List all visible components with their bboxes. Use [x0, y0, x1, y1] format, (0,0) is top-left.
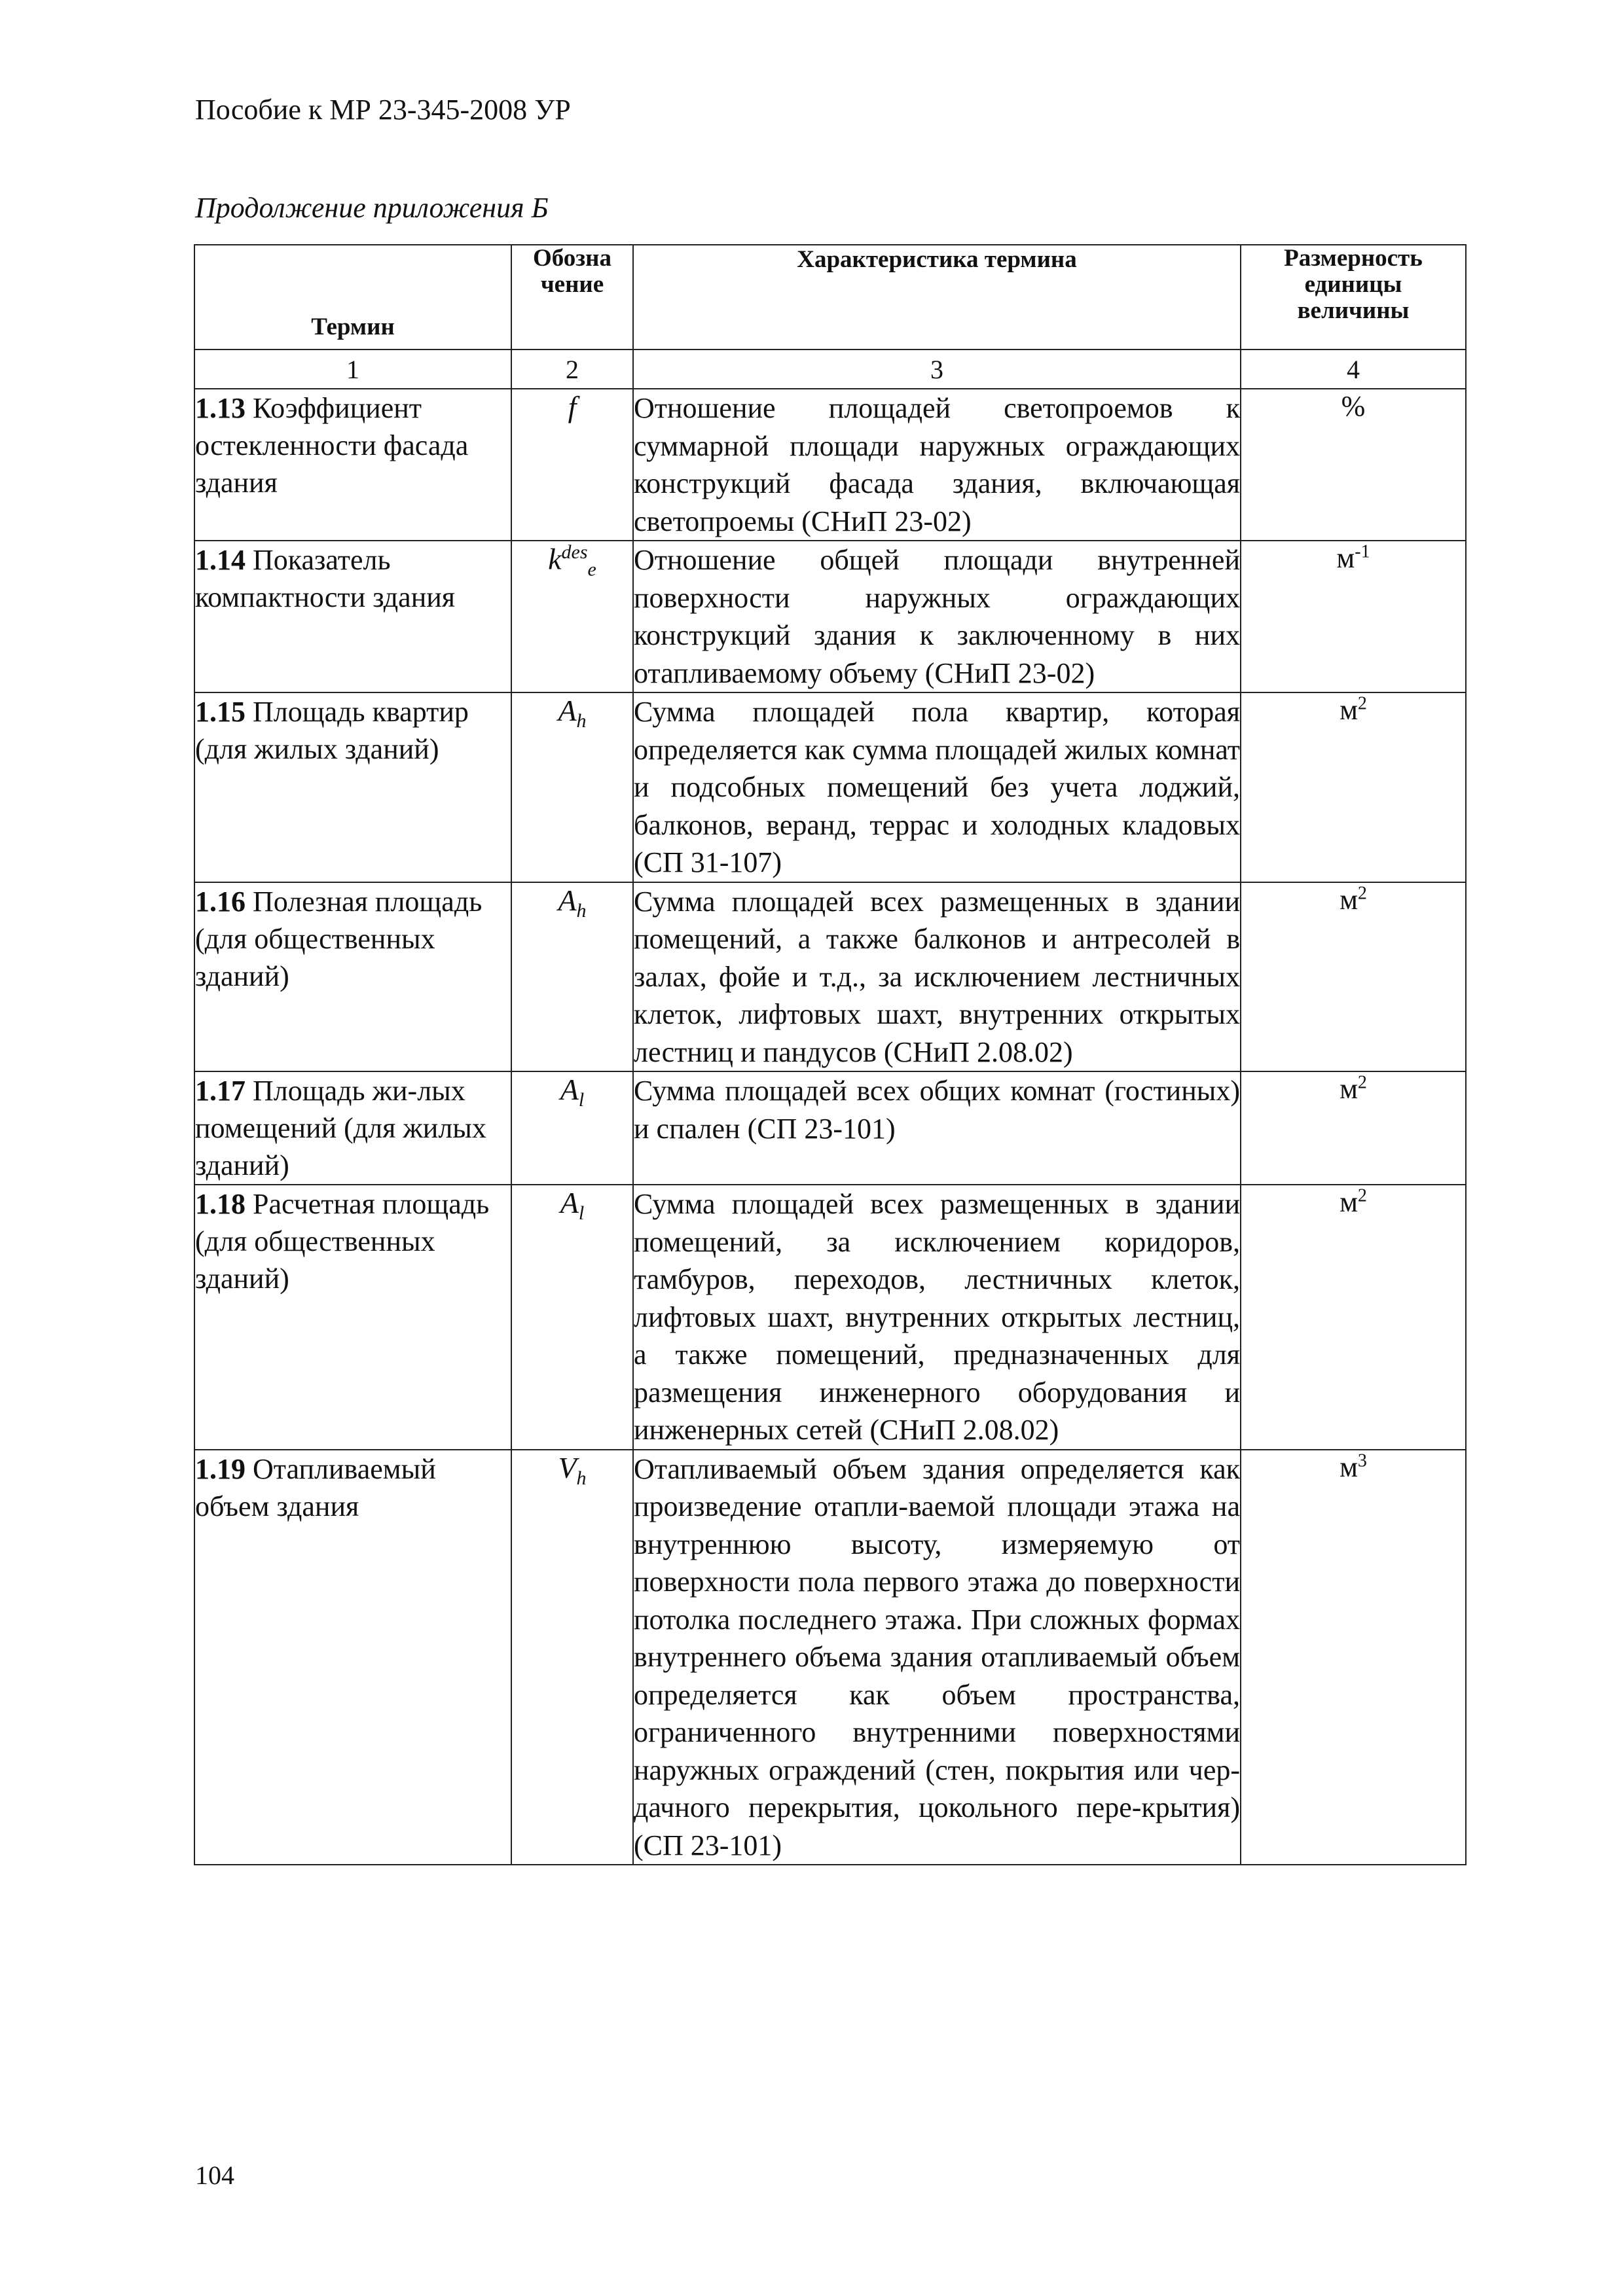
symbol-subscript: l — [578, 1089, 585, 1111]
unit-base: м — [1340, 1450, 1358, 1483]
term-name: Коэффициент остекленности фасада здания — [195, 392, 469, 499]
term-number: 1.15 — [195, 696, 246, 728]
table-row — [194, 692, 1466, 882]
description-cell: Сумма площадей всех общих комнат (гостиных) и спален (СП 23-101) — [633, 1071, 1241, 1185]
table-row — [194, 1450, 1466, 1865]
term-name: Площадь жи-лых помещений (для жилых зданий) — [195, 1075, 486, 1181]
table-row — [194, 541, 1466, 692]
unit-superscript: 2 — [1357, 693, 1367, 714]
term-number: 1.19 — [195, 1452, 246, 1485]
term-number: 1.13 — [195, 392, 246, 424]
symbol-subscript: l — [578, 1202, 585, 1225]
table-row — [194, 1071, 1466, 1185]
column-number: 2 — [511, 350, 633, 389]
term-cell — [194, 692, 511, 882]
symbol-cell — [511, 692, 633, 882]
description-cell: Отношение общей площади внутренней поверхности наружных ограждающих конструкций здания к заключенному в них отапливаемому объему (СНиП 23-02) — [633, 541, 1241, 692]
description-cell: Сумма площадей пола квартир, которая определяется как сумма площадей жилых комнат и подсобных помещений без учета лоджий, балконов, веранд, террас и холодных кладовых (СП 31-107) — [633, 692, 1241, 882]
appendix-continuation-title: Продолжение приложения Б — [195, 192, 549, 224]
header-term: Термин — [194, 245, 511, 350]
unit-cell — [1241, 1185, 1466, 1450]
header-symbol — [511, 245, 633, 350]
term-name: Показатель компактности здания — [195, 544, 456, 613]
header-symbol-line1: Обозна — [533, 245, 611, 272]
symbol-subscript: e — [587, 558, 596, 581]
term-cell — [194, 1450, 511, 1865]
term-cell — [194, 1185, 511, 1450]
symbol-cell — [511, 882, 633, 1072]
unit-cell — [1241, 1071, 1466, 1185]
term-name: Отапливаемый объем здания — [195, 1452, 436, 1522]
unit-base: м — [1340, 1073, 1358, 1105]
table-row — [194, 389, 1466, 541]
description-cell: Отапливаемый объем здания определяется как произведение отапли-ваемой площади этажа на внутреннюю высоту, измеряемую от поверхности пола первого этажа до поверхности потолка последнего этажа. При сложных формах внутреннего объема здания отапливаемый объем определяется как объем пространства, ограниченного внутренними поверхностями наружных ограждений (стен, покрытия или чер-дачного перекрытия, цокольного пере-крытия) (СП 23-101) — [633, 1450, 1241, 1865]
symbol-cell — [511, 1450, 633, 1865]
symbol-base: f — [568, 390, 577, 423]
symbol-cell — [511, 1185, 633, 1450]
symbol-superscript: des — [561, 541, 588, 563]
running-head: Пособие к МР 23-345-2008 УР — [195, 94, 571, 126]
term-name: Полезная площадь (для общественных зданий) — [195, 885, 483, 992]
symbol-base: V — [558, 1450, 577, 1484]
page-number: 104 — [195, 2161, 234, 2190]
column-number: 1 — [194, 350, 511, 389]
table-row — [194, 1185, 1466, 1450]
term-number: 1.14 — [195, 544, 246, 576]
header-symbol-line2: чение — [540, 271, 604, 298]
table-row — [194, 882, 1466, 1072]
unit-superscript: 2 — [1357, 1185, 1367, 1206]
unit-cell — [1241, 541, 1466, 692]
header-unit-line1: Размерность — [1284, 245, 1423, 272]
symbol-subscript: h — [576, 1467, 587, 1489]
unit-superscript: -1 — [1355, 541, 1370, 562]
header-unit-line2: единицы — [1304, 271, 1402, 298]
symbol-base: A — [560, 1186, 579, 1219]
symbol-base: A — [560, 1073, 579, 1106]
description-cell: Сумма площадей всех размещенных в здании помещений, а также балконов и антресолей в залах, фойе и т.д., за исключением лестничных клеток, лифтовых шахт, внутренних открытых лестниц и пандусов (СНиП 2.08.02) — [633, 882, 1241, 1072]
term-name: Площадь квартир (для жилых зданий) — [195, 696, 469, 765]
symbol-subscript: h — [576, 710, 587, 732]
symbol-base: A — [558, 883, 577, 917]
column-number: 4 — [1241, 350, 1466, 389]
symbol-cell — [511, 541, 633, 692]
unit-base: м — [1336, 542, 1355, 574]
unit-base: % — [1341, 390, 1366, 422]
unit-cell — [1241, 389, 1466, 541]
symbol-cell — [511, 1071, 633, 1185]
description-cell: Отношение площадей светопроемов к суммарной площади наружных ограждающих конструкций фасада здания, включающая светопроемы (СНиП 23-02) — [633, 389, 1241, 541]
symbol-base: k — [548, 542, 562, 576]
term-cell — [194, 541, 511, 692]
unit-base: м — [1340, 1186, 1358, 1218]
unit-cell — [1241, 882, 1466, 1072]
symbol-cell — [511, 389, 633, 541]
term-number: 1.16 — [195, 885, 246, 918]
unit-base: м — [1340, 883, 1358, 916]
symbol-base: A — [558, 694, 577, 727]
unit-superscript: 2 — [1357, 882, 1367, 903]
unit-superscript: 2 — [1357, 1072, 1367, 1093]
header-description: Характеристика термина — [633, 245, 1241, 350]
terms-table — [194, 244, 1467, 1865]
term-number: 1.18 — [195, 1188, 246, 1220]
header-unit — [1241, 245, 1466, 350]
term-cell — [194, 1071, 511, 1185]
description-cell: Сумма площадей всех размещенных в здании помещений, за исключением коридоров, тамбуров, переходов, лестничных клеток, лифтовых шахт, внутренних открытых лестниц, а также помещений, предназначенных для размещения инженерного оборудования и инженерных сетей (СНиП 2.08.02) — [633, 1185, 1241, 1450]
table-header-row — [194, 245, 1466, 350]
unit-cell — [1241, 1450, 1466, 1865]
term-cell — [194, 389, 511, 541]
column-number: 3 — [633, 350, 1241, 389]
term-number: 1.17 — [195, 1075, 246, 1107]
unit-cell — [1241, 692, 1466, 882]
header-unit-line3: величины — [1297, 297, 1410, 324]
symbol-subscript: h — [576, 899, 587, 922]
unit-superscript: 3 — [1357, 1450, 1367, 1471]
unit-base: м — [1340, 694, 1358, 726]
column-number-row — [194, 350, 1466, 389]
term-name: Расчетная площадь (для общественных зданий) — [195, 1188, 490, 1295]
term-cell — [194, 882, 511, 1072]
